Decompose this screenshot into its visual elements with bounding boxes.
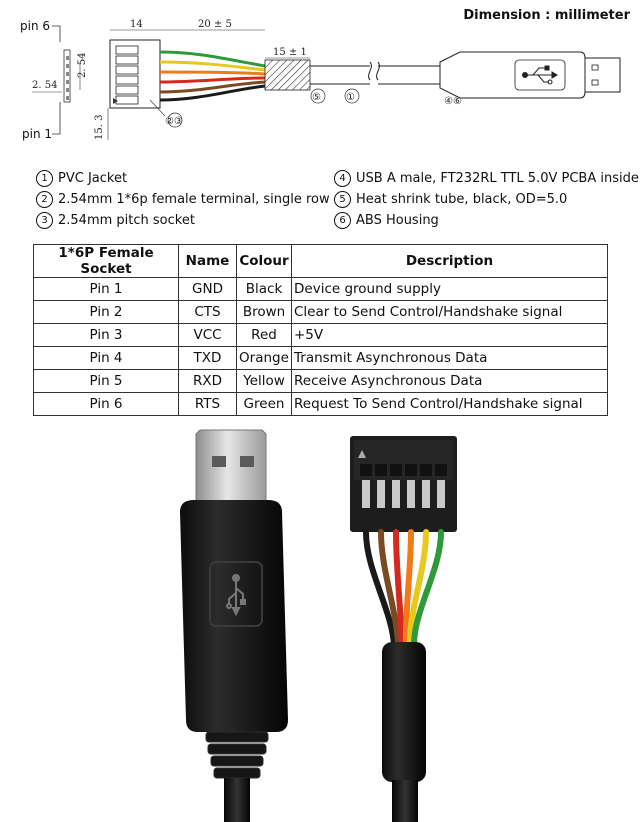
cell-name: RTS xyxy=(179,393,237,416)
cell-colour: Yellow xyxy=(237,370,292,393)
pin6-label: pin 6 xyxy=(20,19,51,33)
product-illustration xyxy=(0,420,640,822)
pinout-table xyxy=(33,244,608,416)
pin1-label: pin 1 xyxy=(22,127,53,141)
callout-5: ⑤ xyxy=(312,92,321,103)
legend-item-1: 1 PVC Jacket xyxy=(36,168,330,189)
dim-15-3: 15. 3 xyxy=(94,114,105,140)
usb-housing xyxy=(440,52,585,98)
dim-2-54-left: 2. 54 xyxy=(32,80,58,91)
callout-4-6: ④⑥ xyxy=(444,96,462,107)
legend-item-4: 4 USB A male, FT232RL TTL 5.0V PCBA inside xyxy=(334,168,639,189)
cell-colour: Green xyxy=(237,393,292,416)
header-description: Description xyxy=(292,245,608,278)
cell-colour: Black xyxy=(237,278,292,301)
cell-name: VCC xyxy=(179,324,237,347)
header-name: Name xyxy=(179,245,237,278)
cell-description: Request To Send Control/Handshake signal xyxy=(292,393,608,416)
cell-name: TXD xyxy=(179,347,237,370)
callout-1: ① xyxy=(346,92,355,103)
legend-item-2: 2 2.54mm 1*6p female terminal, single row xyxy=(36,189,330,210)
legend-item-3: 3 2.54mm pitch socket xyxy=(36,210,330,231)
legend-left xyxy=(36,168,330,231)
table-row xyxy=(34,370,608,393)
header-socket: 1*6P Female Socket xyxy=(34,245,179,278)
cell-pin: Pin 3 xyxy=(34,324,179,347)
legend-item-5: 5 Heat shrink tube, black, OD=5.0 xyxy=(334,189,639,210)
legend-right xyxy=(334,168,639,231)
cable-jacket xyxy=(310,66,370,84)
cell-name: CTS xyxy=(179,301,237,324)
table-header-row xyxy=(34,245,608,278)
table-row xyxy=(34,347,608,370)
table-row xyxy=(34,278,608,301)
table-row xyxy=(34,393,608,416)
cell-pin: Pin 5 xyxy=(34,370,179,393)
cell-description: Receive Asynchronous Data xyxy=(292,370,608,393)
cell-pin: Pin 2 xyxy=(34,301,179,324)
callout-2-3: ②③ xyxy=(165,116,183,127)
colored-wires xyxy=(366,532,441,645)
cell-pin: Pin 4 xyxy=(34,347,179,370)
usb-housing-body xyxy=(180,500,288,822)
legend-item-6: 6 ABS Housing xyxy=(334,210,639,231)
cell-description: +5V xyxy=(292,324,608,347)
header-colour: Colour xyxy=(237,245,292,278)
dim-20: 20 ± 5 xyxy=(198,19,232,30)
cell-name: GND xyxy=(179,278,237,301)
pin6-leader xyxy=(52,26,60,42)
cell-pin: Pin 6 xyxy=(34,393,179,416)
unit-label: Dimension : millimeter xyxy=(463,8,630,23)
female-socket xyxy=(350,436,457,532)
cell-description: Transmit Asynchronous Data xyxy=(292,347,608,370)
cell-description: Clear to Send Control/Handshake signal xyxy=(292,301,608,324)
dim-2-54-right: 2. 54 xyxy=(77,52,88,78)
heat-shrink-tube xyxy=(265,60,310,90)
pin1-leader xyxy=(52,102,60,134)
cell-name: RXD xyxy=(179,370,237,393)
usb-plug-metal xyxy=(585,58,620,92)
cell-description: Device ground supply xyxy=(292,278,608,301)
cell-pin: Pin 1 xyxy=(34,278,179,301)
cell-colour: Brown xyxy=(237,301,292,324)
dim-15: 15 ± 1 xyxy=(273,47,307,58)
cell-colour: Red xyxy=(237,324,292,347)
cell-colour: Orange xyxy=(237,347,292,370)
table-row xyxy=(34,301,608,324)
table-row xyxy=(34,324,608,347)
dim-14: 14 xyxy=(130,19,143,30)
cable-break xyxy=(369,62,380,80)
wires xyxy=(160,52,265,100)
cable-dimension-drawing xyxy=(0,0,640,160)
heat-shrink-and-cable xyxy=(382,642,426,822)
